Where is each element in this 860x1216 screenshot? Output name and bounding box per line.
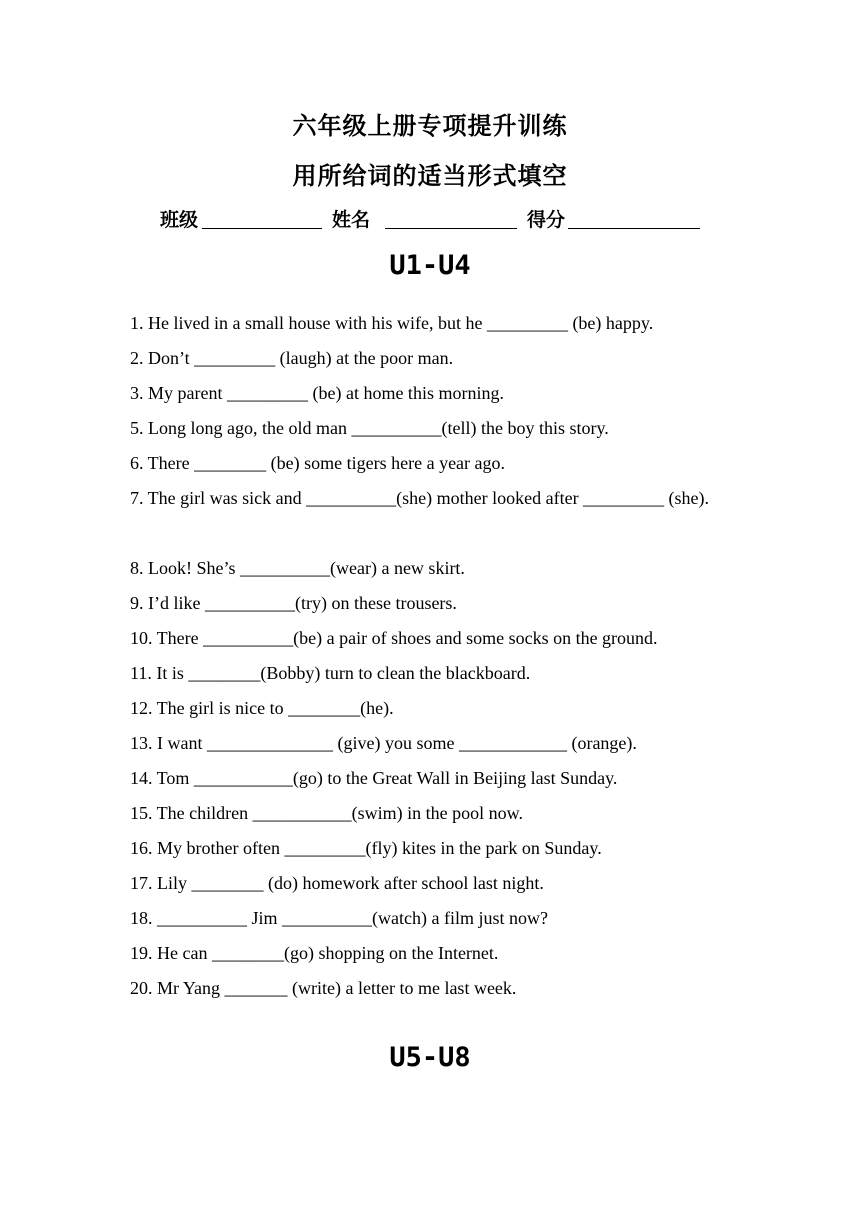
question-item: 13. I want ______________ (give) you some ____________ (orange). xyxy=(130,733,637,753)
question-item: 2. Don’t _________ (laugh) at the poor man. xyxy=(130,348,454,368)
question-item: 10. There __________(be) a pair of shoes and some socks on the ground. xyxy=(130,628,658,648)
question-item: 12. The girl is nice to ________(he). xyxy=(130,698,394,718)
worksheet-title: 六年级上册专项提升训练 xyxy=(292,112,568,140)
question-item: 6. There ________ (be) some tigers here a year ago. xyxy=(130,453,506,473)
question-item: 5. Long long ago, the old man __________(tell) the boy this story. xyxy=(130,418,609,438)
question-item: 9. I’d like __________(try) on these trousers. xyxy=(130,593,457,613)
name-label: 姓名 xyxy=(332,209,371,231)
section-heading: U5-U8 xyxy=(389,1042,471,1073)
section-heading: U1-U4 xyxy=(389,250,471,281)
question-item: 11. It is ________(Bobby) turn to clean the blackboard. xyxy=(130,663,531,683)
question-item: 8. Look! She’s __________(wear) a new skirt. xyxy=(130,558,465,578)
class-blank[interactable] xyxy=(202,228,322,229)
worksheet-subtitle: 用所给词的适当形式填空 xyxy=(292,162,568,190)
class-label: 班级 xyxy=(160,209,199,231)
question-item: 20. Mr Yang _______ (write) a letter to me last week. xyxy=(130,978,517,998)
question-item: 3. My parent _________ (be) at home this morning. xyxy=(130,383,504,403)
question-item: 19. He can ________(go) shopping on the Internet. xyxy=(130,943,499,963)
question-item: 17. Lily ________ (do) homework after school last night. xyxy=(130,873,544,893)
question-item: 15. The children ___________(swim) in the pool now. xyxy=(130,803,523,823)
question-item: 14. Tom ___________(go) to the Great Wall in Beijing last Sunday. xyxy=(130,768,618,788)
score-label: 得分 xyxy=(527,209,566,231)
question-item: 7. The girl was sick and __________(she) mother looked after _________ (she). xyxy=(130,488,710,508)
name-blank[interactable] xyxy=(385,228,517,229)
question-item: 16. My brother often _________(fly) kites in the park on Sunday. xyxy=(130,838,602,858)
question-list xyxy=(130,306,730,1006)
score-blank[interactable] xyxy=(568,228,700,229)
question-item: 1. He lived in a small house with his wife, but he _________ (be) happy. xyxy=(130,313,654,333)
question-item: 18. __________ Jim __________(watch) a film just now? xyxy=(130,908,548,928)
